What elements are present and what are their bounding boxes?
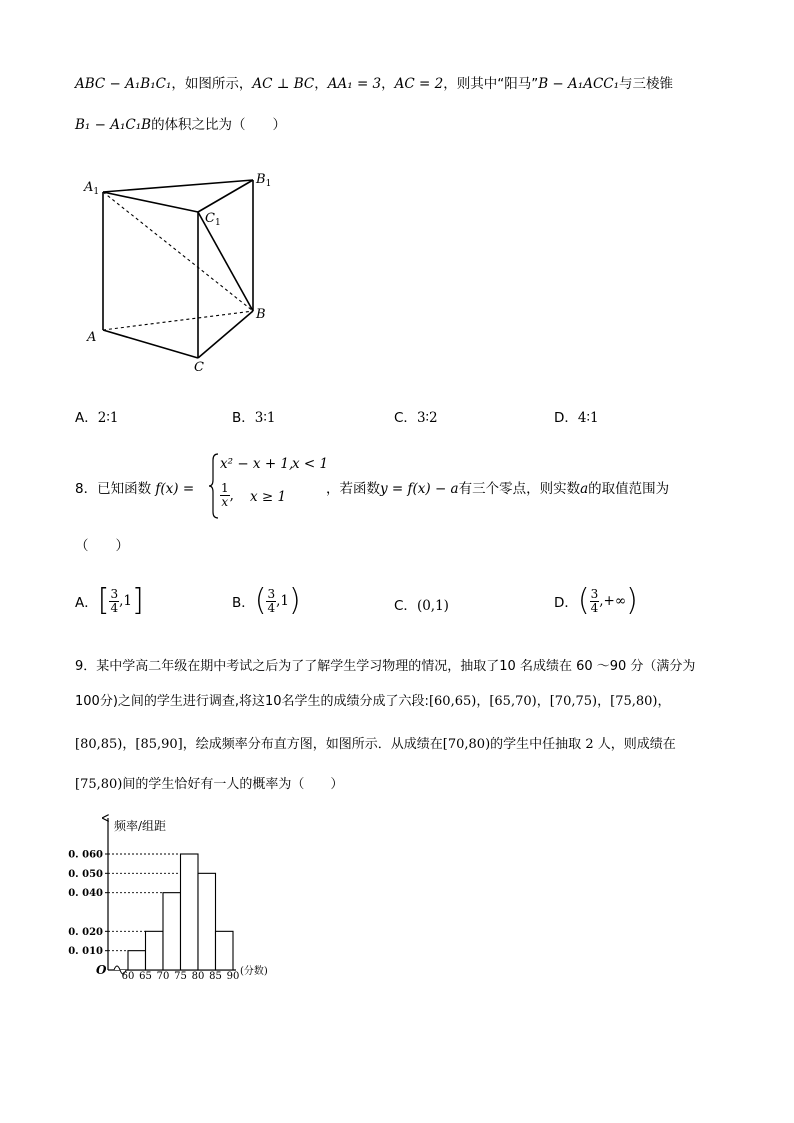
histogram-bar-70-75 [163,893,181,970]
q9-line1: 9．某中学高二年级在期中考试之后为了了解学生学习物理的情况，抽取了10 名成绩在 60 ～90 分（满分为 [75,659,696,674]
label-a: A [87,330,97,345]
x-tick-label-75: 75 [174,971,187,982]
case1-cond: x < 1 [292,456,329,472]
label-c1: $C_1$ [205,211,221,228]
label-b: B [256,307,266,322]
case2-expr: $\frac{1}{x}$ , [221,481,234,509]
function-name: f(x) = [155,481,195,497]
q7-option-c[interactable]: C．3∶2 [394,410,438,426]
y-tick-label-3: 0. 050 [68,868,103,880]
origin-label: O [96,963,107,977]
q8-option-a[interactable]: A．[ $\frac{3}{4}$ ,1] [75,583,144,618]
segment-target: [75,80) [75,777,123,792]
edge-c1-b [198,212,253,311]
q8-rest: ，若函数y = f(x) − a有三个零点，则实数a的取值范围为 [326,481,670,497]
condition-perp: AC ⊥ BC [252,76,315,92]
q8-intro: 8．已知函数 f(x) = [75,481,195,497]
segment-2: [65,70) [489,694,537,709]
q7-option-d[interactable]: D．4∶1 [554,410,599,426]
zero-function: y = f(x) − a [380,481,459,497]
segment-3: [70,75) [549,694,598,709]
histogram-bar-75-80 [181,854,199,970]
x-tick-label-60: 60 [121,971,135,982]
q9-line4: [75,80)间的学生恰好有一人的概率为（ ） [75,777,344,792]
histogram-bar-85-90 [216,931,234,970]
x-tick-label-65: 65 [139,971,152,982]
x-tick-label-70: 70 [156,971,170,982]
prism-figure [80,165,280,380]
yangma: B − A₁ACC₁ [538,76,620,92]
dashed-a1-b [103,192,253,311]
label-b1: $B_1$ [256,172,272,189]
histogram-bar-65-70 [146,931,164,970]
y-tick-label-2: 0. 040 [68,888,103,900]
q7-line1: ABC − A₁B₁C₁，如图所示，AC ⊥ BC，AA₁ = 3，AC = 2，则其中“阳马”B − A₁ACC₁与三棱锥 [75,76,674,92]
q7-line2: B₁ − A₁C₁B的体积之比为（ ） [75,117,287,133]
segment-1: [60,65) [428,694,477,709]
histogram-bar-80-85 [198,873,216,970]
pyramid-name: B₁ − A₁C₁B [75,117,152,133]
frequency-histogram [68,812,298,982]
edge-a-c [103,330,198,358]
x-tick-label-80: 80 [191,971,205,982]
case1-expr: x² − x + 1, [220,456,294,472]
y-axis-label: 频率/组距 [114,819,167,833]
histogram-bar-60-65 [128,951,146,970]
y-tick-label-0: 0. 010 [68,946,103,958]
segment-4: [75,80) [610,694,658,709]
edge-a1-b1 [103,180,253,192]
edge-c-b [198,311,253,358]
q7-option-b[interactable]: B．3∶1 [232,410,276,426]
dashed-a-b [103,311,253,330]
q7-option-a[interactable]: A．2∶1 [75,410,119,426]
label-a1: $A_1$ [84,180,100,197]
q9-line3: [80,85)，[85,90]，绘成频率分布直方图，如图所示．从成绩在[70,80)的学生中任抽取 2 人，则成绩在 [75,737,676,752]
q8-option-c[interactable]: C．(0,1) [394,598,449,614]
segment-5: [80,85) [75,737,123,752]
edge-c1-b1 [198,180,253,212]
condition-ac: AC = 2 [394,76,444,92]
condition-aa1: AA₁ = 3 [327,76,382,92]
q8-option-b[interactable]: B．( $\frac{3}{4}$ ,1) [232,583,301,618]
piecewise-brace [208,452,220,520]
q8-paren: （ ） [75,538,129,554]
x-tick-label-85: 85 [209,971,222,982]
case2-cond: x ≥ 1 [250,489,287,505]
segment-range: [70,80) [442,737,491,752]
y-tick-label-4: 0. 060 [68,849,103,861]
prism-name: ABC − A₁B₁C₁ [75,76,172,92]
label-c: C [194,360,204,375]
q9-line2: 100分)之间的学生进行调查,将这10名学生的成绩分成了六段:[60,65)，[65,70)，[70,75)，[75,80)， [75,694,671,709]
y-tick-label-1: 0. 020 [68,926,103,938]
x-tick-label-90: 90 [226,971,240,982]
q8-option-d[interactable]: D．( $\frac{3}{4}$ ,+∞) [554,583,638,618]
edge-a1-c1 [103,192,198,212]
segment-6: [85,90] [135,737,183,752]
x-axis-label: (分数) [240,966,268,977]
